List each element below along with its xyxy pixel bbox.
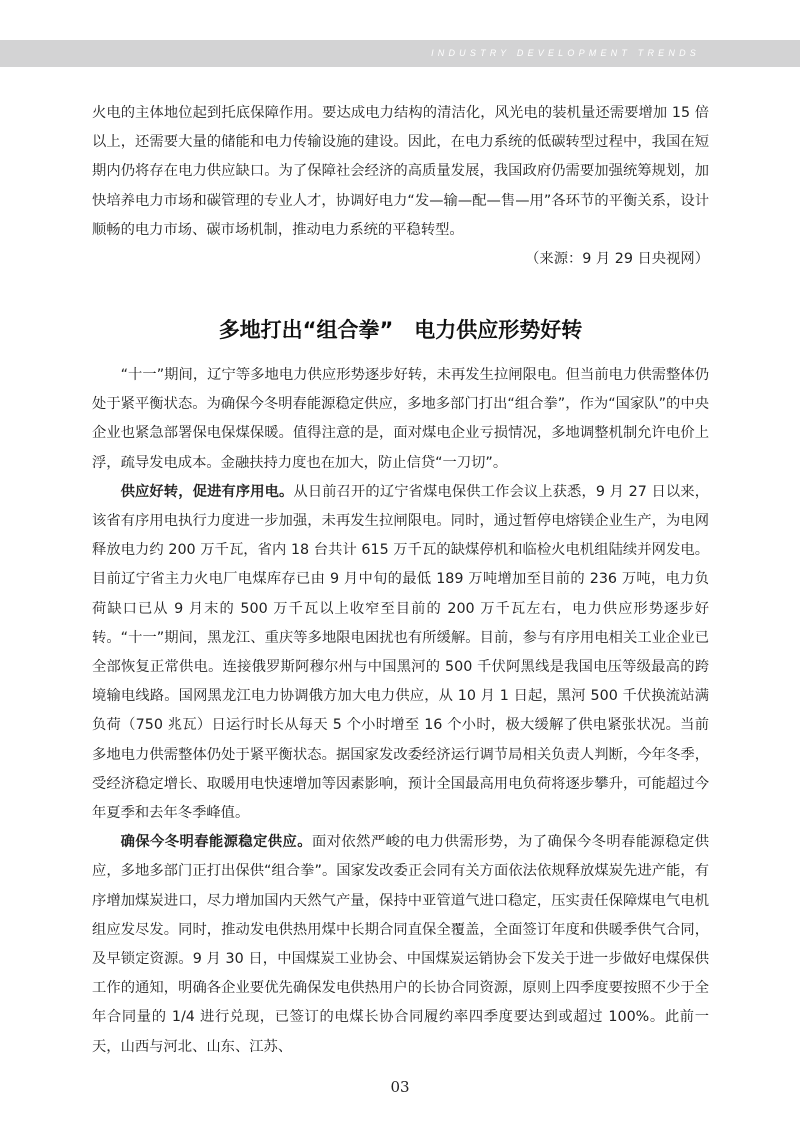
paragraph-text: “十一”期间，辽宁等多地电力供应形势逐步好转，未再发生拉闸限电。但当前电力供需整体仍处于紧平衡状态。为确保今冬明春能源稳定供应，多地多部门打出“组合拳”，作为“国家队”的中央企业也紧急部署保电保煤保暖。值得注意的是，面对煤电企业亏损情况，多地调整机制允许电价上浮，疏导发电成本。金融扶持力度也在加大，防止信贷“一刀切”。 <box>92 367 709 471</box>
intro-paragraph: 火电的主体地位起到托底保障作用。要达成电力结构的清洁化，风光电的装机量还需要增加 15 倍以上，还需要大量的储能和电力传输设施的建设。因此，在电力系统的低碳转型过程中，我国在短期内仍将存在电力供应缺口。为了保障社会经济的高质量发展，我国政府仍需要加强统筹规划，加快培养电力市场和碳管理的专业人才，协调好电力“发—输—配—售—用”各环节的平衡关系，设计顺畅的电力市场、碳市场机制，推动电力系统的平稳转型。 <box>92 105 709 238</box>
header-band <box>0 40 800 67</box>
paragraph-text: 从日前召开的辽宁省煤电保供工作会议上获悉，9 月 27 日以来，该省有序用电执行力度进一步加强，未再发生拉闸限电。同时，通过暂停电熔镁企业生产，为电网释放电力约 200 万千瓦，省内 18 台共计 615 万千瓦的缺煤停机和临检火电机组陆续并网发电。目前辽宁省主力火电厂电煤库存已由 9 月中旬的最低 189 万吨增加至目前的 236 万吨，电力负荷缺口已从 9 月末的 500 万千瓦以上收窄至目前的 200 万千瓦左右，电力供应形势逐步好转。“十一”期间，黑龙江、重庆等多地限电困扰也有所缓解。目前，参与有序用电相关工业企业已全部恢复正常供电。连接俄罗斯阿穆尔州与中国黑河的 500 千伏阿黑线是我国电压等级最高的跨境输电线路。国网黑龙江电力协调俄方加大电力供应，从 10 月 1 日起，黑河 500 千伏换流站满负荷（750 兆瓦）日运行时长从每天 5 个小时增至 16 个小时，极大缓解了供电紧张状况。当前多地电力供需整体仍处于紧平衡状态。据国家发改委经济运行调节局相关负责人判断，今年冬季，受经济稳定增长、取暖用电快速增加等因素影响，预计全国最高用电负荷将逐步攀升，可能超过今年夏季和去年冬季峰值。 <box>92 483 710 822</box>
paragraph-text: 面对依然严峻的电力供需形势，为了确保今冬明春能源稳定供应，多地多部门正打出保供“组合拳”。国家发改委正会同有关方面依法依规释放煤炭先进产能，有序增加煤炭进口，尽力增加国内天然气产量，保持中亚管道气进口稳定，压实责任保障煤电气电机组应发尽发。同时，推动发电供热用煤中长期合同直保全覆盖，全面签订年度和供暖季供气合同，及早锁定资源。9 月 30 日，中国煤炭工业协会、中国煤炭运销协会下发关于进一步做好电煤保供工作的通知，明确各企业要优先确保发电供热用户的长协合同资源，原则上四季度要按照不少于全年合同量的 1/4 进行兑现，已签订的电煤长协合同履约率四季度要达到或超过 100%。此前一天，山西与河北、山东、江苏、 <box>92 834 710 1055</box>
body-paragraph <box>92 828 709 1062</box>
body-paragraph <box>92 478 709 828</box>
article-title: 多地打出“组合拳” 电力供应形势好转 <box>218 318 583 342</box>
paragraph-lead: 供应好转，促进有序用电。 <box>120 483 294 500</box>
source-line: （来源：9 月 29 日央视网） <box>525 251 709 267</box>
paragraph-lead: 确保今冬明春能源稳定供应。 <box>120 834 312 851</box>
article-body <box>92 361 709 1062</box>
body-paragraph <box>92 361 709 478</box>
page-number: 03 <box>390 1078 410 1096</box>
header-banner-text: INDUSTRY DEVELOPMENT TRENDS <box>431 48 700 58</box>
